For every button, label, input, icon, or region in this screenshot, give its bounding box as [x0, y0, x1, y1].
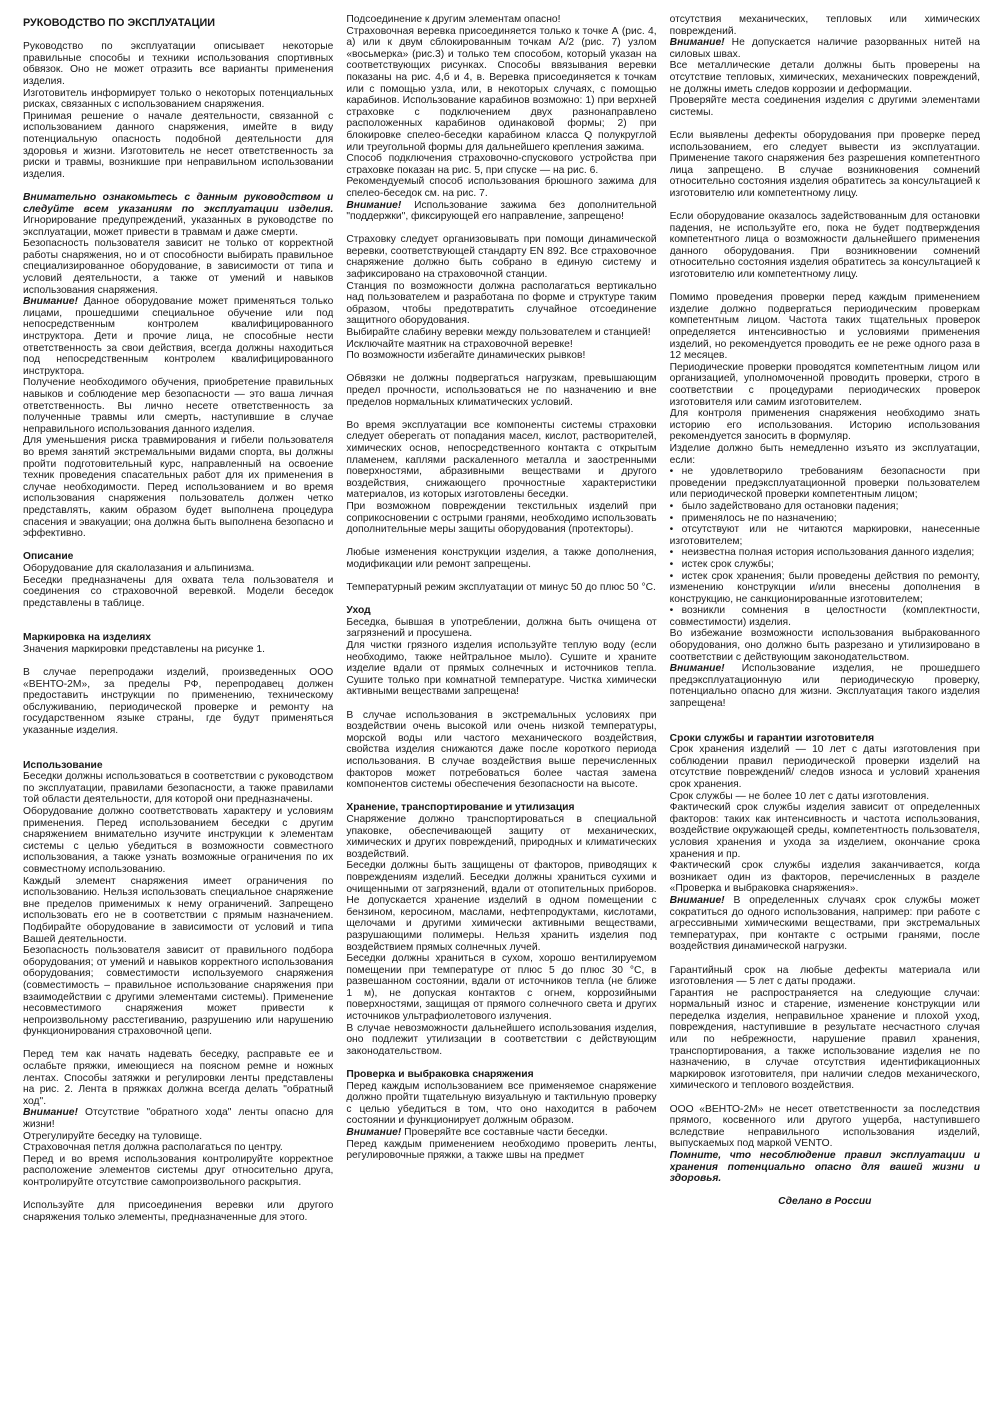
section-heading-marking: Маркировка на изделиях — [23, 632, 151, 644]
warning-label: Внимание! — [23, 1107, 78, 1119]
bullet-marker: • — [669, 558, 674, 570]
paragraph: В случае перепродажи изделий, произведенных ООО «ВЕНТО-2М», за пределы РФ, перепродавец должен предоставить инструкции по применению, техническому обслуживанию, периодической проверке и ремонту на государственном языке страны, где будут применяться указанные изделия. — [23, 667, 334, 737]
warning-label: Внимание! — [346, 1127, 402, 1138]
list-item-text: истек срок службы; — [681, 558, 774, 570]
attention-title: Внимательно ознакомьтесь с данным руководством и следуйте всем указаниям по эксплуатации изделия. — [23, 191, 334, 215]
list-item — [670, 466, 980, 501]
paragraph: Любые изменения конструкции изделия, а также дополнения, модификации или ремонт запрещены. — [346, 547, 657, 570]
paragraph: Способ подключения страховочно-спускового устройства при страховке показан на рис. 5, при спуске — на рис. 6. — [346, 153, 657, 176]
warning-paragraph — [346, 1127, 656, 1139]
paragraph: Значения маркировки представлены на рисунке 1. — [23, 643, 265, 655]
paragraph: Если выявлены дефекты оборудования при проверке перед использованием, его следует вывести из эксплуатации. Применение такого снаряжения без разрешения компетентного лица запрещено. В случае возникновения сомнений относительно состояния изделия обратитесь за консультацией к изготовителю или компетентному лицу. — [669, 129, 980, 199]
attention-paragraph — [23, 192, 333, 238]
paragraph: Беседка, бывшая в употреблении, должна быть очищена от загрязнений и просушена. — [346, 616, 657, 640]
column-3 — [670, 14, 980, 1403]
list-item — [670, 501, 980, 513]
paragraph: Снаряжение должно транспортироваться в специальной упаковке, обеспечивающей защиту от механических, химических и других повреждений, природных и климатических воздействий. — [346, 813, 657, 860]
list-item-text: неизвестна полная история использования данного изделия; — [681, 547, 975, 559]
paragraph: Периодические проверки проводятся компетентным лицом или организацией, уполномоченной проводить проверки, строго в соответствии с процедурами периодических проверок изготовителя или самим изготовителем. — [669, 361, 980, 408]
paragraph: Перед тем как начать надевать беседку, расправьте ее и ослабьте пряжки, имеющиеся на поясном ремне и ножных лентах. Способы затяжки и регулировки ленты представлены на рис. 2. Лента в пряжках должна всегда делать "обратный ход". — [23, 1049, 334, 1107]
paragraph: Помимо проведения проверки перед каждым применением изделие должно подвергаться периодическим проверкам компетентным лицом. Частота таких тщательных проверок определяется интенсивностью и условиями применения изделий, но рекомендуется проводить ее не реже одного раза в 12 месяцев. — [669, 292, 980, 362]
bullet-marker: • — [669, 500, 674, 512]
bullet-marker: • — [669, 524, 674, 536]
list-item-text: возникли сомнения в целостности (комплектности, совместимости) изделия. — [669, 605, 980, 628]
paragraph: Изделие должно быть немедленно изъято из эксплуатации, если: — [669, 442, 980, 466]
bullet-marker: • — [669, 547, 674, 559]
list-item — [670, 571, 980, 606]
paragraph: В случае невозможности дальнейшего использования изделия, оно подлежит утилизации в соответствии с действующим законодательством. — [346, 1022, 657, 1057]
paragraph: Руководство по эксплуатации описывает некоторые правильные способы и техники использования спортивных обвязок. Оно не может отразить все варианты применения изделия. — [23, 41, 334, 87]
bullet-marker: • — [669, 512, 674, 524]
paragraph: ООО «ВЕНТО-2М» не несет ответственности за последствия прямого, косвенного или другого ущерба, наступившего вследствие неправильного использования изделий, выпускаемых под маркой VENTO. — [669, 1103, 980, 1150]
section-heading-care: Уход — [346, 605, 371, 617]
paragraph: Гарантия не распространяется на следующие случаи: нормальный износ и старение, изменение конструкции или переделка изделия, неправильное хранение и плохой уход, повреждения, наступившие в результате несчастного случая или по небрежности, нарушение правил хранения, транспортирования, а также использование изделия не по назначению, в случае отсутствия идентификационных маркировок изготовителя, при наличии следов механического, химического и теплового воздействия. — [669, 987, 980, 1092]
list-item-text: истек срок хранения; были проведены действия по ремонту, изменению конструкции и/или внесены дополнения в конструкцию, не санкционированные изготовителем; — [669, 570, 980, 605]
paragraph: отсутствия механических, тепловых или химических повреждений. — [669, 14, 980, 37]
warning-paragraph — [23, 296, 333, 377]
warning-text: Использование изделия, не прошедшего предэксплуатационную или периодическую проверку, потенциально опасно для жизни. Эксплуатация такого изделия запрещена! — [669, 663, 980, 710]
paragraph: Обвязки не должны подвергаться нагрузкам, превышающим предел прочности, использоваться не по назначению и вне пределов нормальных климатических условий. — [346, 373, 657, 408]
paragraph: Для чистки грязного изделия используйте теплую воду (если необходимо, также нейтральное мыло). Сушите и храните изделие вдали от прямых солнечных и источников тепла. Сушите только при комнатной температуре. Чистка химически активными веществами запрещена! — [346, 640, 657, 698]
warning-paragraph — [670, 663, 980, 709]
list-item — [670, 524, 980, 547]
paragraph: Проверяйте места соединения изделия с другими элементами системы. — [669, 95, 980, 118]
section-heading-inspection: Проверка и выбраковка снаряжения — [346, 1069, 534, 1081]
closing-warning: Помните, что несоблюдение правил эксплуатации и хранения потенциально опасно для вашей жизни и здоровья. — [669, 1150, 980, 1185]
paragraph: Оборудование должно соответствовать характеру и условиям применения. Перед использованием беседки с другим снаряжением внимательно изучите инструкции к элементам системы с целью убедиться в возможности совместного использования, а также узнать возможные ограничения по их совместному использованию. — [23, 806, 334, 875]
paragraph: Если оборудование оказалось задействованным для остановки падения, не используйте его, пока не будет подтверждения компетентного лица о возможности дальнейшего применения данного оборудования. При возникновении сомнений относительно состояния изделия обратитесь за консультацией к изготовителю или компетентному лицу. — [669, 211, 980, 281]
paragraph: Страховочная веревка присоединяется только к точке А (рис. 4, а) или к двум сблокированным точкам А/2 (рис. 7) узлом «восьмерка» (рис.3) и только тем способом, который указан на соответствующих рисунках. Способы ввязывания веревки показаны на рис. 4,б и 4, в. Веревка присоединяется к точкам или с помощью узла, или, в некоторых случаях, с помощью карабинов. Использование карабинов возможно: 1) при верхней страховке с подключением двух разнонаправлено расположенных карабинов одинаковой формы; 2) при блокировке спелео-беседки карабином класса Q полукруглой или треугольной формы для дальнейшего крепления зажима. — [346, 25, 657, 153]
paragraph: Безопасность пользователя зависит не только от корректной работы снаряжения, но и от способности выбирать правильное специализированное оборудование, в зависимости от типа и условий деятельности, а также от умений и навыков использования снаряжения. — [23, 238, 334, 296]
paragraph: Каждый элемент снаряжения имеет ограничения по использованию. Нельзя использовать специальное снаряжение вне пределов применимых к нему ограничений. Запрещено использовать его не в соответствии с прямым назначением. Подбирайте оборудование в зависимости от условий и типа Вашей деятельности. — [23, 875, 334, 945]
document-title: РУКОВОДСТВО ПО ЭКСПЛУАТАЦИИ — [23, 17, 215, 29]
paragraph: Получение необходимого обучения, приобретение правильных навыков и соблюдение мер безопасности — это ваша личная ответственность. Вы лично несете ответственность за полученные травмы или смерть, наступившие в случае неправильного использования данного изделия. — [23, 377, 334, 435]
paragraph: Изготовитель информирует только о некоторых потенциальных рисках, связанных с использованием снаряжения. — [23, 87, 334, 111]
paragraph: Беседки должны использоваться в соответствии с руководством по эксплуатации, правилами безопасности, а также правилами той области деятельности, для которой они предназначены. — [23, 771, 334, 806]
paragraph: Используйте для присоединения веревки или другого снаряжения только элементы, предназначенные для этого. — [23, 1200, 334, 1223]
list-item — [670, 605, 980, 628]
column-2 — [346, 14, 656, 1403]
warning-text: Проверяйте все составные части беседки. — [401, 1127, 608, 1138]
paragraph: Гарантийный срок на любые дефекты материала или изготовления — 5 лет с даты продажи. — [669, 964, 980, 988]
paragraph: Исключайте маятник на страховочной веревке! — [346, 338, 573, 350]
paragraph: Срок службы — не более 10 лет с даты изготовления. — [669, 790, 930, 802]
warning-label: Внимание! — [669, 663, 725, 675]
paragraph: Отрегулируйте беседку на туловище. — [23, 1130, 203, 1142]
paragraph: Срок хранения изделий — 10 лет с даты изготовления при соблюдении правил периодической проверки изделий на отсутствие повреждений/ следов износа и условий хранения срок хранения. — [669, 744, 980, 790]
paragraph: Оборудование для скалолазания и альпинизма. — [23, 562, 255, 574]
list-item — [670, 547, 980, 559]
paragraph: Для уменьшения риска травмирования и гибели пользователя во время занятий экстремальными видами спорта, вы должны пройти подготовительный курс, направленный на освоение техник проведения спасательных работ для их применения в случае необходимости. Перед использованием и во время использования снаряжения пользователь должен четко представлять, каким образом будет выполнена процедура спасения и эвакуации; она должна быть выполнена безопасно и эффективно. — [23, 435, 334, 540]
paragraph: Страховку следует организовывать при помощи динамической веревки, соответствующей стандарту EN 892. Все страховочное снаряжение должно быть собрано в единую систему и зафиксировано на страховочной станции. — [346, 234, 657, 281]
paragraph: Температурный режим эксплуатации от минус 50 до плюс 50 °С. — [346, 582, 656, 594]
warning-text: Использование зажима без дополнительной "поддержки", фиксирующей его направление, запрещено! — [346, 199, 657, 223]
bullet-marker: • — [669, 605, 674, 617]
paragraph: Беседки предназначены для охвата тела пользователя и соединения со страховочной веревкой. Модели беседок представлены в таблице. — [23, 574, 334, 609]
list-item — [670, 559, 980, 571]
paragraph: Перед каждым применением необходимо проверить ленты, регулировочные пряжки, а также швы на предмет — [346, 1138, 657, 1162]
list-item-text: отсутствуют или не читаются маркировки, нанесенные изготовителем; — [669, 524, 980, 547]
bullet-marker: • — [669, 466, 674, 478]
section-heading-usage: Использование — [23, 759, 103, 771]
paragraph: Все металлические детали должны быть проверены на отсутствие тепловых, химических, механических повреждений, не должны иметь следов коррозии и деформации. — [669, 60, 980, 95]
warning-paragraph — [670, 895, 980, 953]
warning-paragraph — [346, 200, 656, 223]
warning-text: Не допускается наличие разорванных нитей на силовых швах. — [669, 37, 980, 60]
section-heading-storage: Хранение, транспортирование и утилизация — [346, 802, 575, 814]
list-item-text: было задействовано для остановки падения; — [681, 500, 899, 512]
warning-paragraph — [23, 1107, 333, 1130]
paragraph: Перед каждым использованием все применяемое снаряжение должно пройти тщательную визуальную и тактильную проверку с целью убедиться в том, что оно находится в рабочем состоянии и функционирует должным образом. — [346, 1080, 657, 1127]
paragraph: Безопасность пользователя зависит от правильного подбора оборудования; от умений и навыков корректного использования оборудования; совместимости используемого снаряжения (совместимость – правильное использование снаряжения при взаимодействии с другими элементами системы). Применение несовместимого снаряжения может привести к непроизвольному расстегиванию, разрушению или нарушению функционирования страховочной цепи. — [23, 945, 334, 1038]
warning-text: В определенных случаях срок службы может сократиться до одного использования, например: при работе с агрессивными химическими веществами, при экстремальных температурах, при контакте с острыми гранями, после воздействия динамической нагрузки. — [669, 894, 980, 953]
paragraph: Станция по возможности должна располагаться вертикально над пользователем и разработана по форме и структуре таким образом, чтобы предотвратить случайное отсоединение защитного оборудования. — [346, 280, 657, 327]
attention-text: Игнорирование предупреждений, указанных в руководстве по эксплуатации, может привести в травмам и даже смерти. — [23, 215, 334, 238]
column-1 — [23, 14, 333, 1403]
paragraph: В случае использования в экстремальных условиях при воздействии очень высокой или очень низкой температуры, морской воды или частого механического воздействия, свойства изделия снижаются даже после короткого периода использования. В случае воздействия выше перечисленных факторов может потребоваться более частая замена компонентов системы обеспечения безопасности на высоте. — [346, 709, 657, 791]
paragraph: Во время эксплуатации все компоненты системы страховки следует оберегать от попадания масел, кислот, растворителей, химических основ, непосредственного контакта с открытым пламенем, каплями раскаленного металла и заостренными поверхностями, абразивными веществами и другого воздействия, снижающего прочностные характеристики материалов, из которых изготовлены беседки. — [346, 419, 657, 501]
warning-label: Внимание! — [346, 199, 402, 211]
paragraph: Выбирайте слабину веревки между пользователем и станцией! — [346, 327, 651, 339]
paragraph: Во избежание возможности использования выбракованного оборудования, оно должно быть разрезано и утилизировано в соответствии с действующим законодательством. — [669, 628, 980, 663]
paragraph: При возможном повреждении текстильных изделий при соприкосновении с острыми гранями, необходимо использовать дополнительные меры защиты оборудования (протекторы). — [346, 500, 657, 536]
section-heading-service-life: Сроки службы и гарантии изготовителя — [669, 732, 875, 744]
warning-text: Отсутствие "обратного хода" ленты опасно для жизни! — [23, 1107, 334, 1131]
paragraph: Фактический срок службы изделия зависит от определенных факторов: таких как интенсивность и частота использования, воздействие окружающей среды, компетентность пользователя, условия хранения и ухода за изделием, окончание срока хранения и пр. — [669, 802, 980, 860]
section-heading-description: Описание — [23, 551, 74, 563]
warning-label: Внимание! — [669, 894, 725, 906]
paragraph: Принимая решение о начале деятельности, связанной с использованием данного снаряжения, имейте в виду потенциальную опасность подобной деятельности для здоровья и жизни. Изготовитель не несет ответственность за риски и травмы, возникшие при неправильном использовании изделия. — [23, 110, 334, 180]
warning-label: Внимание! — [23, 296, 78, 308]
paragraph: Перед и во время использования контролируйте корректное расположение элементов системы друг относительно друга, контролируйте отсутствие самопроизвольного раскрытия. — [23, 1153, 334, 1188]
warning-label: Внимание! — [669, 37, 725, 49]
paragraph: Беседки должны храниться в сухом, хорошо вентилируемом помещении при температуре от плюс 5 до плюс 30 °С, в развешанном состоянии, вдали от источников тепла (не ближе 1 м), не допуская контактов с огнем, коррозийными поверхностями, защищая от прямого солнечного света и других источников ультрафиолетового излучения. — [346, 953, 657, 1023]
paragraph: Фактический срок службы изделия заканчивается, когда возникает один из факторов, перечисленных в разделе «Проверка и выбраковка снаряжения». — [669, 860, 980, 895]
paragraph: Рекомендуемый способ использования брюшного зажима для спелео-беседок см. на рис. 7. — [346, 176, 657, 199]
list-item — [670, 513, 980, 525]
list-item-text: не удовлетворило требованиям безопасности при проведении предэксплуатационной проверки пользователем или периодической проверки компетентным лицом; — [669, 466, 980, 501]
warning-text: Данное оборудование может применяться только лицами, прошедшими специальное обучение или под непосредственным контролем квалифицированного инструктора. Дети и прочие лица, не способные нести ответственность за свои действия, всегда должны находиться под непосредственным контролем квалифицированного инструктора. — [23, 296, 334, 377]
made-in-label: Сделано в России — [778, 1196, 872, 1208]
bullet-marker: • — [669, 570, 674, 582]
paragraph: Беседки должны быть защищены от факторов, приводящих к повреждениям изделий. Беседки должны храниться сухими и очищенными от загрязнений, вдали от отопительных приборов. Не допускается хранение изделий в одном помещении с бензином, керосином, маслами, нефтепродуктами, кислотами, щелочами и другими химически активными веществами, разрушающими полимеры. Нельзя хранить изделия под воздействием прямых солнечных лучей. — [346, 860, 657, 953]
paragraph: По возможности избегайте динамических рывков! — [346, 350, 586, 362]
warning-paragraph — [670, 37, 980, 60]
paragraph: Страховочная петля должна располагаться по центру. — [23, 1142, 283, 1154]
paragraph: Для контроля применения снаряжения необходимо знать историю его использования. Историю использования рекомендуется заносить в формуляр. — [669, 408, 980, 443]
list-item-text: применялось не по назначению; — [681, 512, 837, 524]
paragraph: Подсоединение к другим элементам опасно! — [346, 14, 561, 25]
